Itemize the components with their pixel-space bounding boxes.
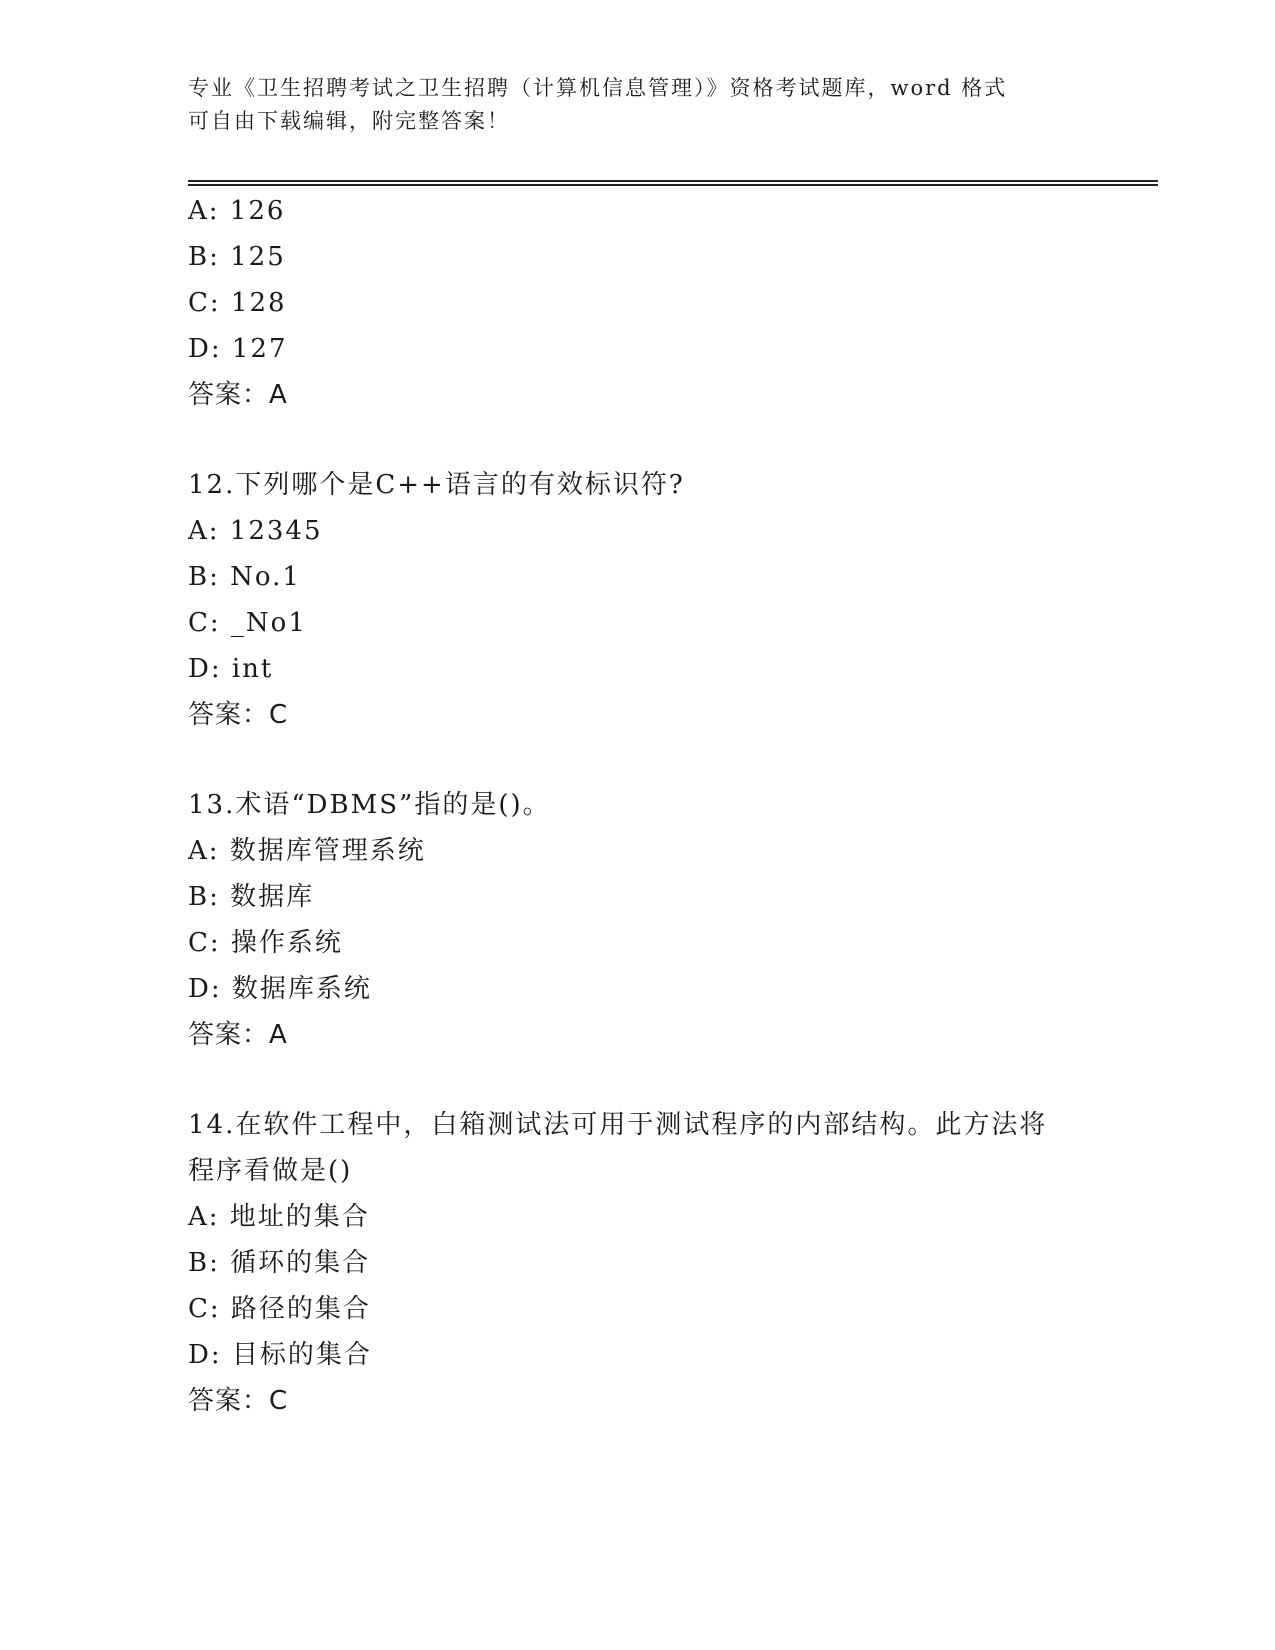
- question-list: [188, 188, 1088, 1424]
- header-line-2: 可自由下载编辑，附完整答案！: [188, 109, 510, 133]
- option-c: C: _No1: [188, 608, 307, 638]
- header-divider: [188, 180, 1158, 186]
- option-b: B: 循环的集合: [188, 1248, 371, 1278]
- option-c: C: 路径的集合: [188, 1294, 371, 1324]
- answer: 答案：A: [188, 1020, 288, 1050]
- option-a: A: 12345: [188, 516, 323, 546]
- option-a: A: 数据库管理系统: [188, 836, 426, 866]
- question-text-line-1: 14.在软件工程中，白箱测试法可用于测试程序的内部结构。此方法将: [188, 1110, 1048, 1140]
- option-c: C: 128: [188, 288, 287, 318]
- question-12: [188, 462, 1088, 738]
- answer: 答案：C: [188, 1386, 289, 1416]
- option-b: B: No.1: [188, 562, 301, 592]
- question-14: [188, 1102, 1088, 1424]
- question-text: 13.术语“DBMS”指的是()。: [188, 790, 551, 820]
- question-text: 12.下列哪个是C++语言的有效标识符?: [188, 470, 685, 500]
- option-a: A: 地址的集合: [188, 1202, 370, 1232]
- option-d: D: int: [188, 654, 274, 684]
- option-d: D: 127: [188, 334, 288, 364]
- option-a: A: 126: [188, 196, 286, 226]
- option-d: D: 目标的集合: [188, 1340, 372, 1370]
- answer: 答案：A: [188, 380, 288, 410]
- question-text-line-2: 程序看做是(): [188, 1156, 353, 1186]
- option-d: D: 数据库系统: [188, 974, 372, 1004]
- question-13: [188, 782, 1088, 1058]
- header-line-1: 专业《卫生招聘考试之卫生招聘（计算机信息管理）》资格考试题库，word 格式: [188, 76, 1008, 100]
- question-11: [188, 188, 1088, 418]
- document-header: [188, 72, 1088, 138]
- option-c: C: 操作系统: [188, 928, 343, 958]
- answer: 答案：C: [188, 700, 289, 730]
- option-b: B: 125: [188, 242, 286, 272]
- option-b: B: 数据库: [188, 882, 315, 912]
